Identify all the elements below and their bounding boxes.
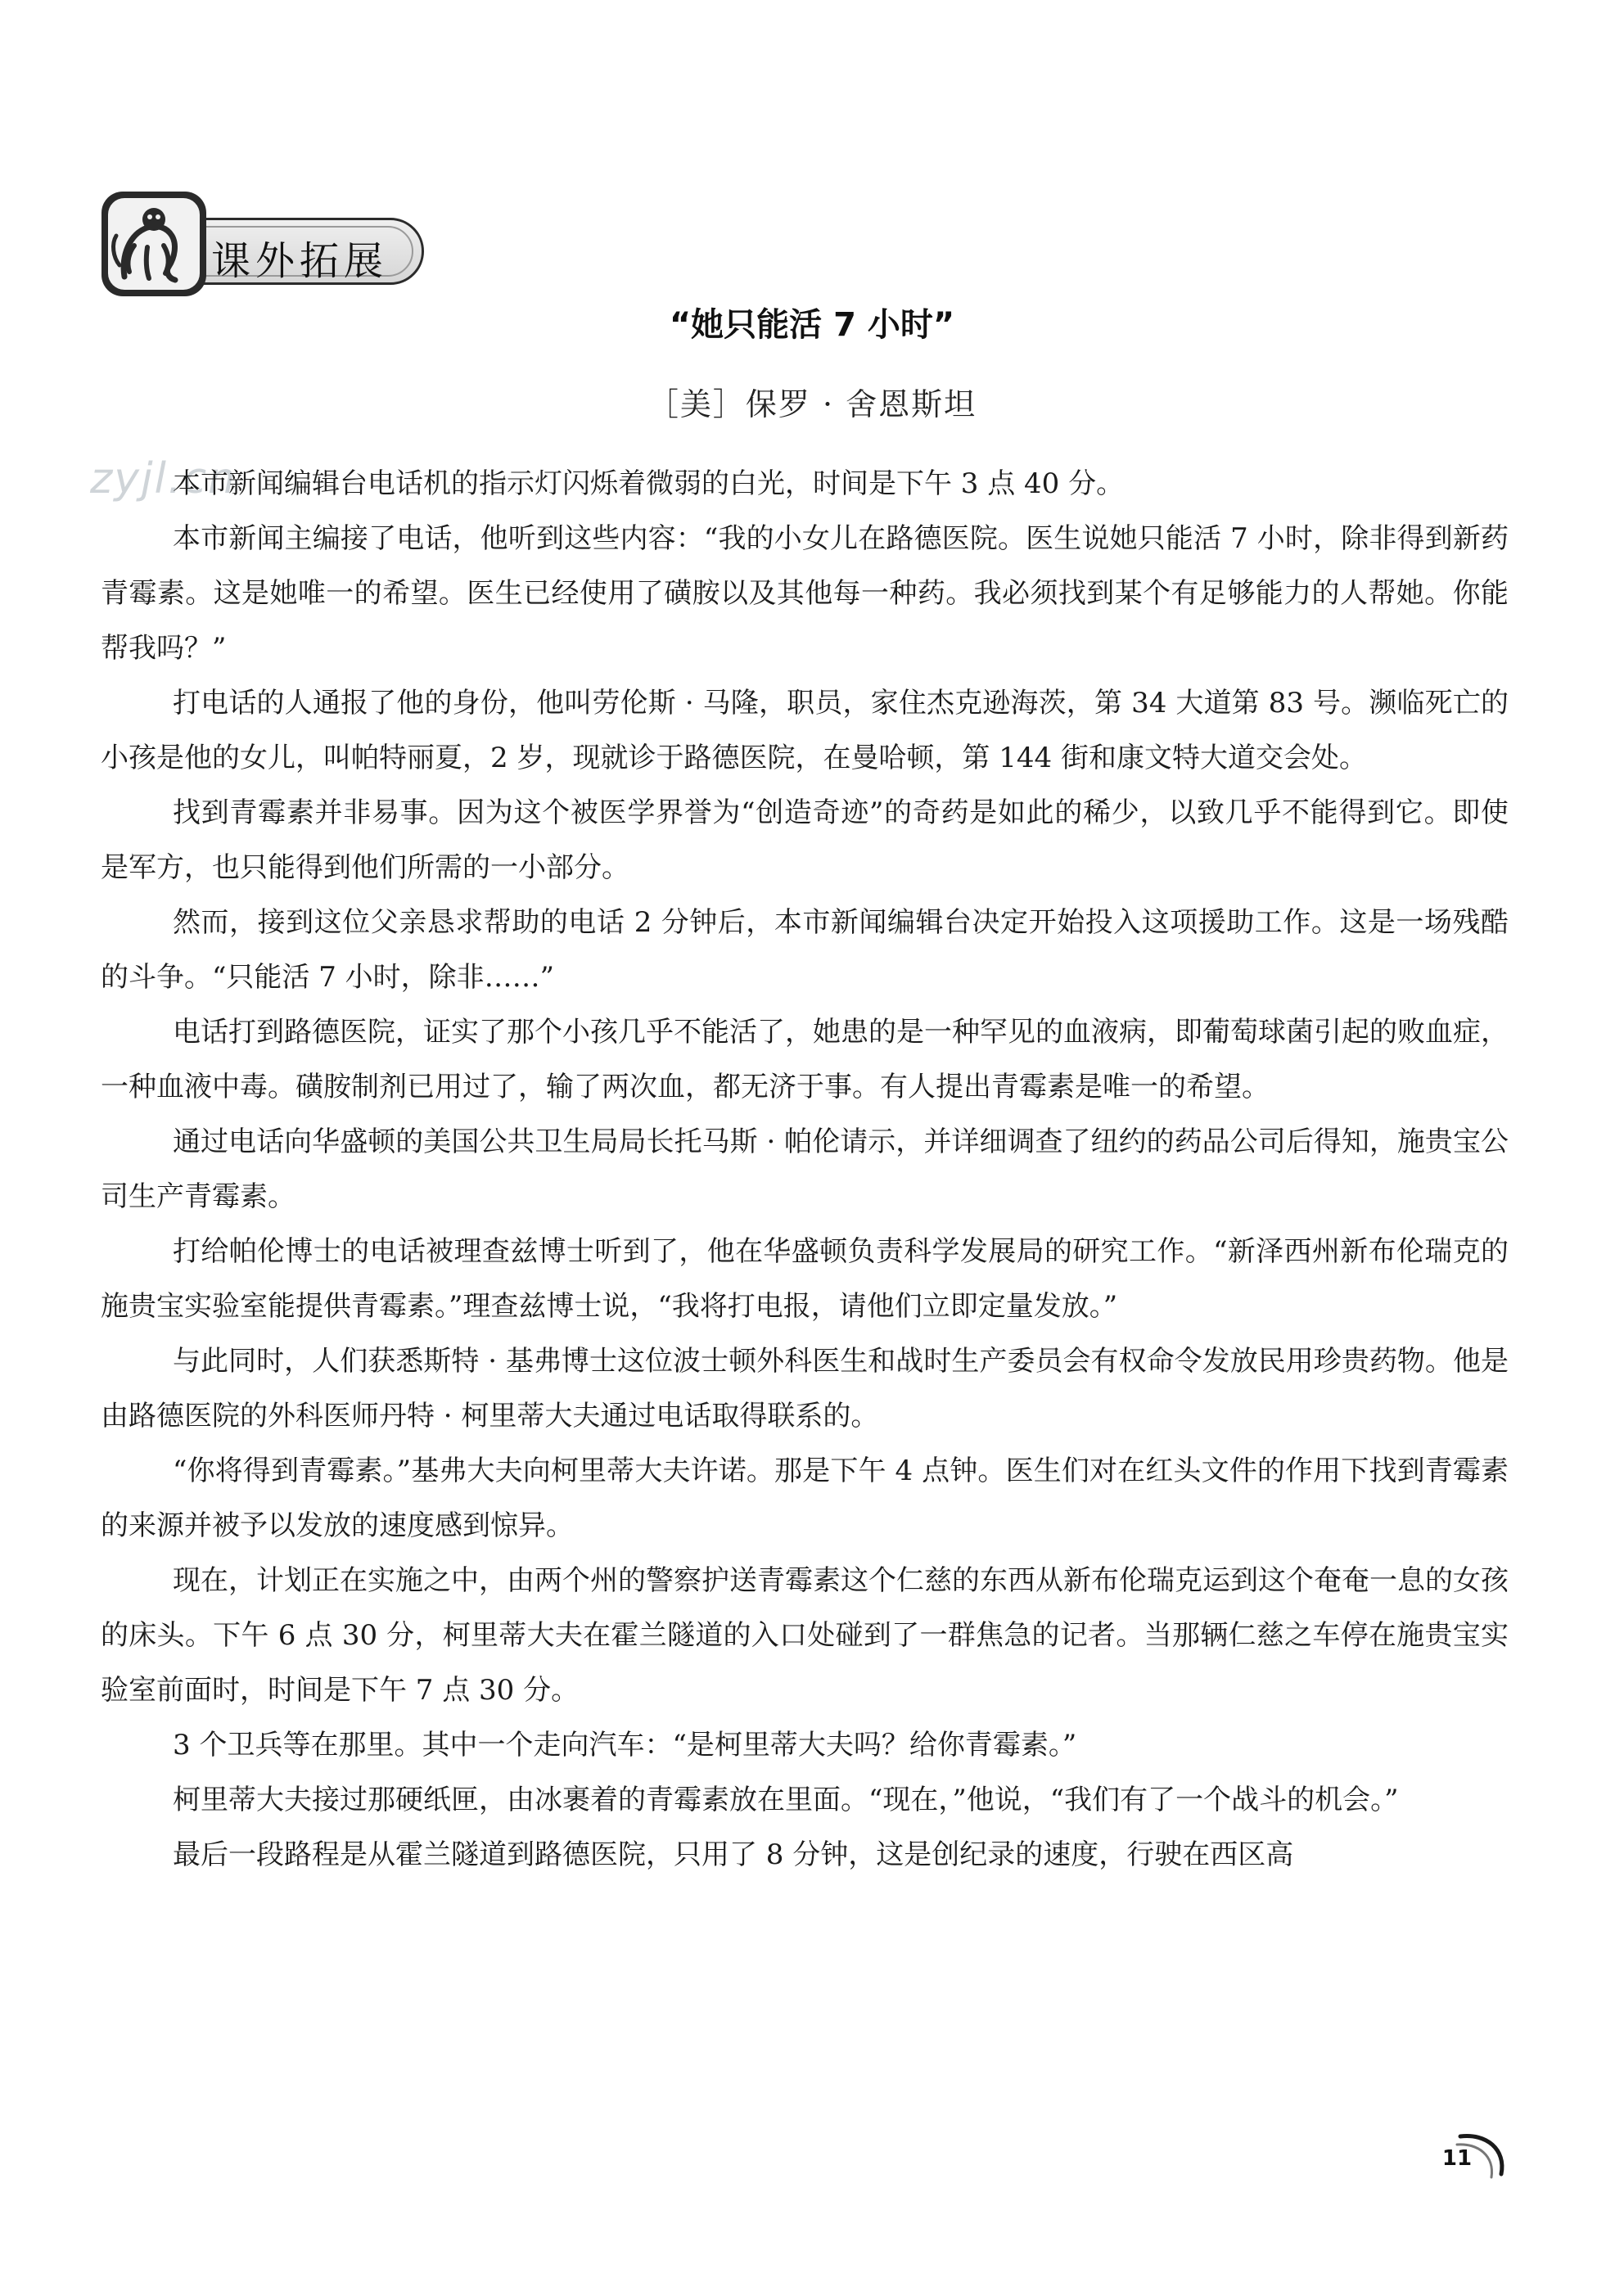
article-author: ［美］保罗 · 舍恩斯坦 <box>647 386 977 422</box>
watermark: zyjl.cn <box>90 454 237 503</box>
paragraph: 然而，接到这位父亲恳求帮助的电话 2 分钟后，本市新闻编辑台决定开始投入这项援助工作。这是一场残酷的斗争。“只能活 7 小时，除非……” <box>101 906 1509 994</box>
article-body <box>101 457 1509 1883</box>
paragraph: 打电话的人通报了他的身份，他叫劳伦斯 · 马隆，职员，家住杰克逊海茨，第 34 大道第 83 号。濒临死亡的小孩是他的女儿，叫帕特丽夏，2 岁，现就诊于路德医院，在曼哈顿，第 144 街和康文特大道交会处。 <box>101 687 1509 774</box>
paragraph: “你将得到青霉素。”基弗大夫向柯里蒂大夫许诺。那是下午 4 点钟。医生们对在红头文件的作用下找到青霉素的来源并被予以发放的速度感到惊异。 <box>101 1455 1509 1542</box>
page-number: 11 <box>1441 2146 1473 2171</box>
monkey-emblem-icon <box>97 187 211 301</box>
paragraph: 最后一段路程是从霍兰隧道到路德医院，只用了 8 分钟，这是创纪录的速度，行驶在西区高 <box>173 1838 1294 1871</box>
paragraph: 本市新闻编辑台电话机的指示灯闪烁着微弱的白光，时间是下午 3 点 40 分。 <box>173 467 1125 500</box>
article-title: “她只能活 7 小时” <box>669 306 955 344</box>
paragraph: 与此同时，人们获悉斯特 · 基弗博士这位波士顿外科医生和战时生产委员会有权命令发放民用珍贵药物。他是由路德医院的外科医师丹特 · 柯里蒂大夫通过电话取得联系的。 <box>101 1345 1509 1432</box>
paragraph: 找到青霉素并非易事。因为这个被医学界誉为“创造奇迹”的奇药是如此的稀少，以致几乎不能得到它。即使是军方，也只能得到他们所需的一小部分。 <box>101 796 1509 884</box>
paragraph: 通过电话向华盛顿的美国公共卫生局局长托马斯 · 帕伦请示，并详细调查了纽约的药品公司后得知，施贵宝公司生产青霉素。 <box>101 1125 1509 1213</box>
paragraph: 本市新闻主编接了电话，他听到这些内容：“我的小女儿在路德医院。医生说她只能活 7 小时，除非得到新药青霉素。这是她唯一的希望。医生已经使用了磺胺以及其他每一种药。我必须找到某个有足够能力的人帮她。你能帮我吗？” <box>101 522 1509 665</box>
section-banner <box>97 187 432 301</box>
paragraph: 柯里蒂大夫接过那硬纸匣，由冰裹着的青霉素放在里面。“现在，”他说，“我们有了一个战斗的机会。” <box>173 1784 1399 1816</box>
paragraph: 电话打到路德医院，证实了那个小孩几乎不能活了，她患的是一种罕见的血液病，即葡萄球菌引起的败血症，一种血液中毒。磺胺制剂已用过了，输了两次血，都无济于事。有人提出青霉素是唯一的希望。 <box>101 1016 1509 1103</box>
paragraph: 打给帕伦博士的电话被理查兹博士听到了，他在华盛顿负责科学发展局的研究工作。“新泽西州新布伦瑞克的施贵宝实验室能提供青霉素。”理查兹博士说，“我将打电报，请他们立即定量发放。” <box>101 1235 1509 1323</box>
paragraph: 现在，计划正在实施之中，由两个州的警察护送青霉素这个仁慈的东西从新布伦瑞克运到这个奄奄一息的女孩的床头。下午 6 点 30 分，柯里蒂大夫在霍兰隧道的入口处碰到了一群焦急的记者。当那辆仁慈之车停在施贵宝实验室前面时，时间是下午 7 点 30 分。 <box>101 1564 1509 1707</box>
section-title: 课外拓展 <box>211 238 389 284</box>
paragraph: 3 个卫兵等在那里。其中一个走向汽车：“是柯里蒂大夫吗？给你青霉素。” <box>173 1729 1077 1761</box>
